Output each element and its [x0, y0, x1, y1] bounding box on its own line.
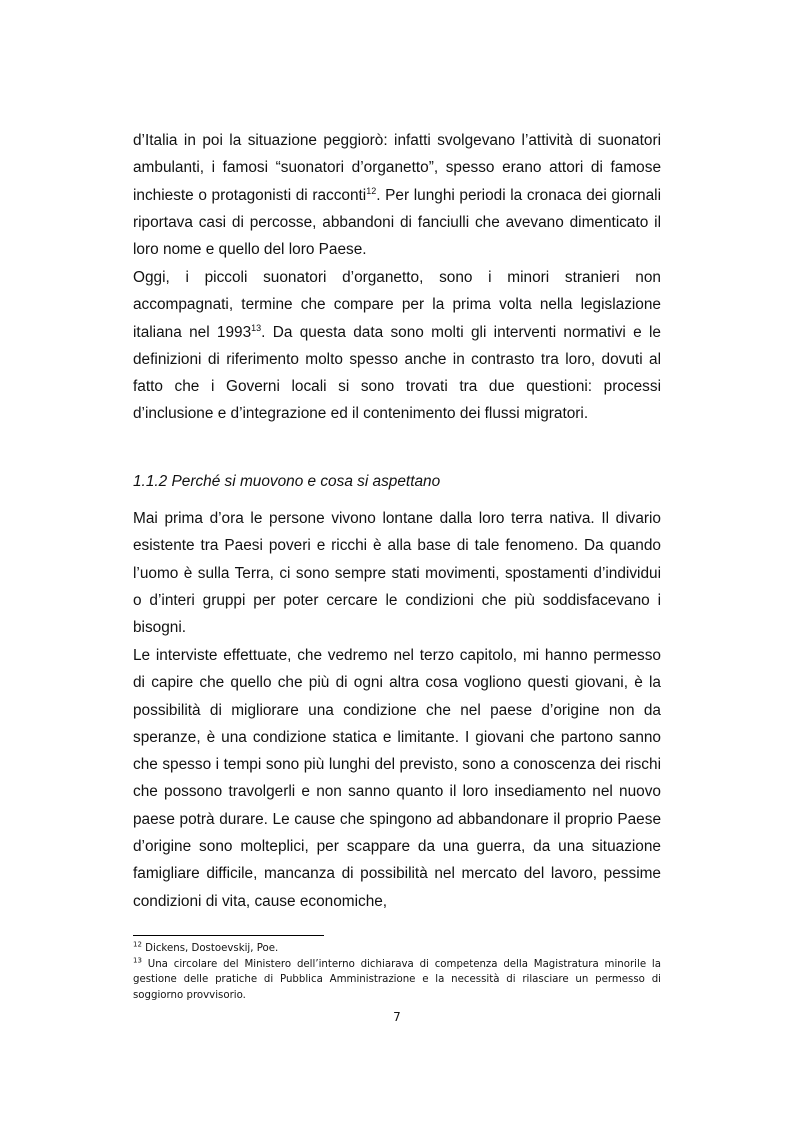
footnote-mark: 13 [133, 956, 142, 965]
paragraph-2: Oggi, i piccoli suonatori d’organetto, sono i minori stranieri non accompagnati, termine che compare per la prima volta nella legislazione italiana nel 1993$^{13}$. Da questa data sono molti gli interventi normativi e le definizioni di riferimento molto spesso anche in contrasto tra loro, dovuti al fatto che i Governi locali si sono trovati tra due questioni: processi d’inclusione e d’integrazione ed il contenimento dei flussi migratori. [133, 269, 661, 423]
section-heading: 1.1.2 Perché si muovono e cosa si aspettano [133, 473, 441, 490]
footnote-13: $^{13}$ Una circolare del Ministero dell’interno dichiarava di competenza della Magistratura minorile la gestione delle pratiche di Pubblica Amministrazione e la necessità di rilasciare un permesso di soggiorno provvisorio. [133, 956, 661, 1001]
paragraph-1: d’Italia in poi la situazione peggiorò: infatti svolgevano l’attività di suonatori ambulanti, i famosi “suonatori d’organetto”, spesso erano attori di famose inchieste o protagonisti di racconti$^{12}$. Per lunghi periodi la cronaca dei giornali riportava casi di percosse, abbandoni di fanciulli che avevano dimenticato il loro nome e quello del loro Paese. [133, 132, 661, 259]
footnote-12: $^{12}$ Dickens, Dostoevskij, Poe. [133, 940, 279, 954]
footnote-ref-13[interactable]: 13 [251, 322, 262, 333]
footnote-mark: 12 [133, 940, 142, 949]
paragraph-3: Mai prima d’ora le persone vivono lontane dalla loro terra nativa. Il divario esistente tra Paesi poveri e ricchi è alla base di tale fenomeno. Da quando l’uomo è sulla Terra, ci sono sempre stati movimenti, spostamenti d’individui o d’interi gruppi per poter cercare le condizioni che più soddisfacevano i bisogni. [133, 510, 661, 637]
footnotes [133, 941, 661, 1003]
paragraph-4: Le interviste effettuate, che vedremo nel terzo capitolo, mi hanno permesso di capire che quello che più di ogni altra cosa vogliono questi giovani, è la possibilità di migliorare una condizione che nel paese d’origine non da speranze, è una condizione statica e limitante. I giovani che partono sanno che spesso i tempi sono più lunghi del previsto, sono a conoscenza dei rischi che possono travolgerli e non sanno quanto il loro insediamento nel nuovo paese potrà durare. Le cause che spingono ad abbandonare il proprio Paese d’origine sono molteplici, per scappare da una guerra, da una situazione famigliare difficile, mancanza di possibilità nel mercato del lavoro, pessime condizioni di vita, cause economiche, [133, 647, 661, 910]
footnote-separator [133, 935, 324, 936]
footnote-ref-12[interactable]: 12 [366, 185, 377, 196]
page-number: 7 [393, 1010, 401, 1024]
